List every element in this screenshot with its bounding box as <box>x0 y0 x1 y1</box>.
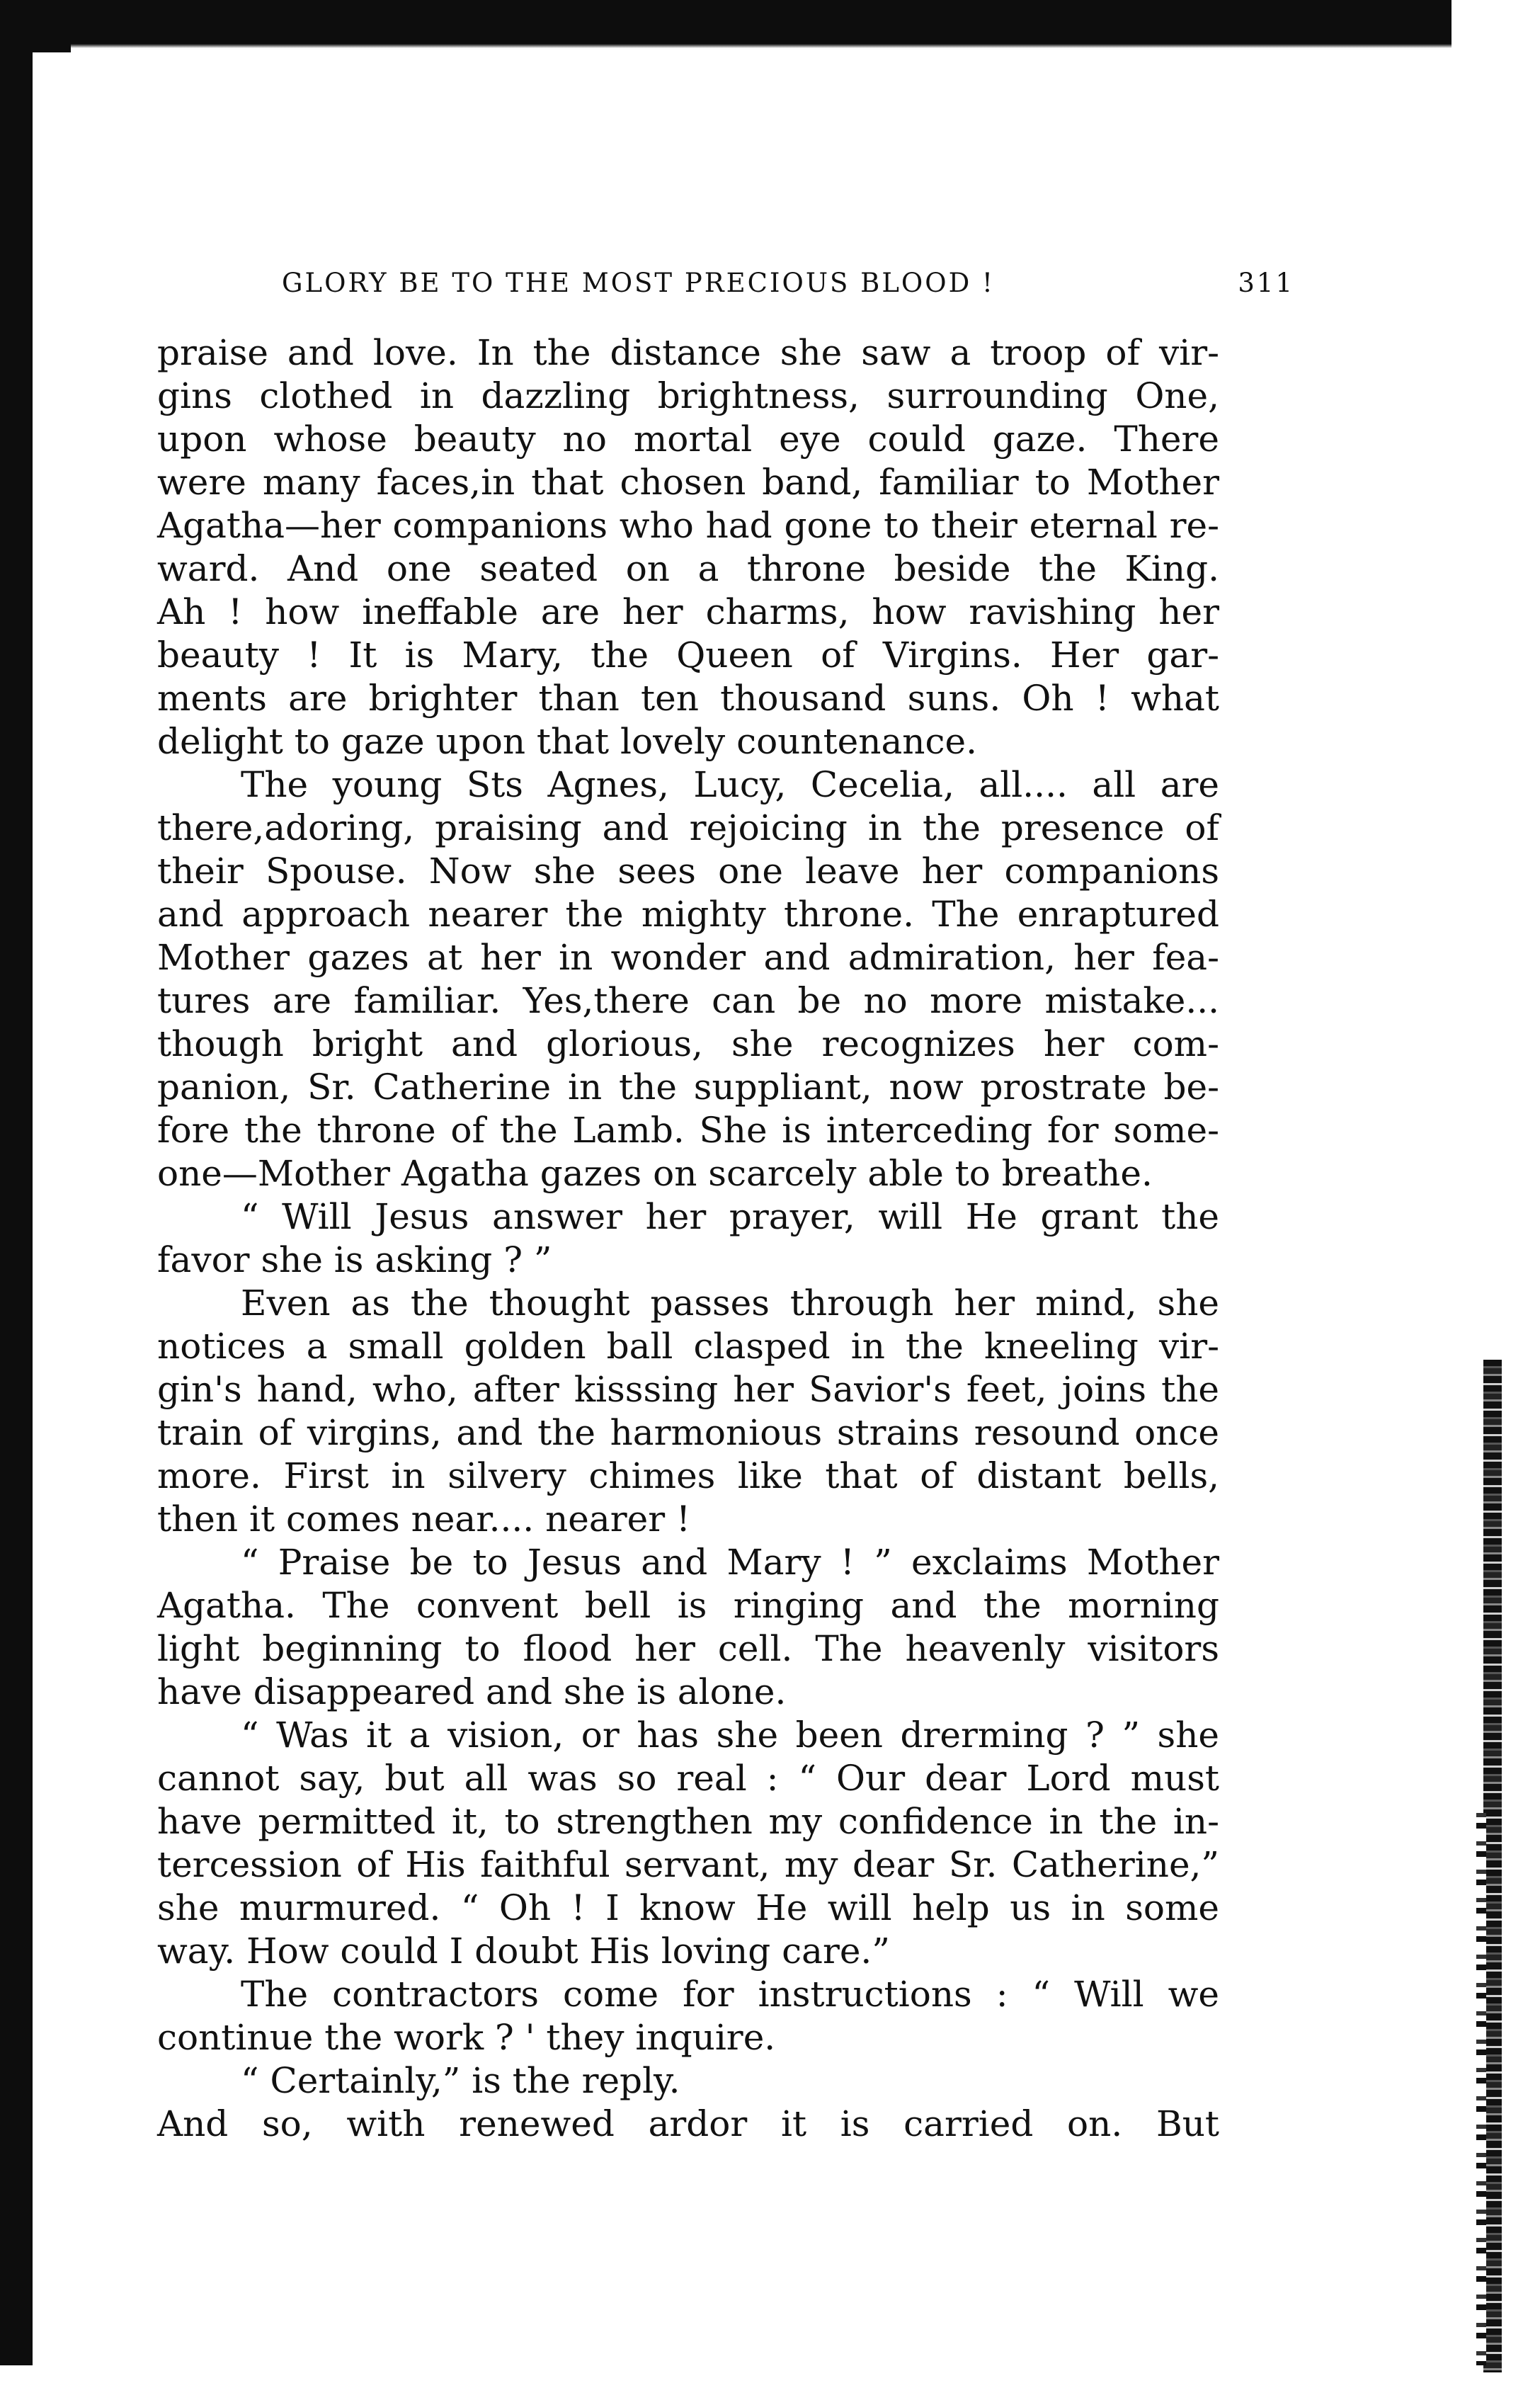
text-line: And so, with renewed ardor it is carried on. But <box>157 2103 1219 2144</box>
scan-border-right-inner <box>1476 1813 1486 2365</box>
text-line: more. First in silvery chimes like that of distant bells, <box>157 1455 1219 1496</box>
text-line: “ Certainly,” is the reply. <box>241 2060 680 2101</box>
text-line: notices a small golden ball clasped in the kneeling vir- <box>157 1326 1219 1367</box>
text-line: panion, Sr. Catherine in the suppliant, now prostrate be- <box>157 1067 1219 1108</box>
scan-border-left <box>0 42 33 2365</box>
text-line: Agatha—her companions who had gone to their eternal re- <box>157 505 1219 546</box>
text-line: “ Praise be to Jesus and Mary ! ” exclaims Mother <box>241 1542 1219 1583</box>
text-line: upon whose beauty no mortal eye could gaze. There <box>157 419 1219 460</box>
text-line: tercession of His faithful servant, my dear Sr. Catherine,” <box>157 1844 1219 1885</box>
text-line: then it comes near.... nearer ! <box>157 1499 691 1540</box>
text-line: have permitted it, to strengthen my confidence in the in- <box>157 1801 1219 1842</box>
text-line: continue the work ? ' they inquire. <box>157 2017 776 2058</box>
text-line: ments are brighter than ten thousand suns. Oh ! what <box>157 678 1219 719</box>
text-line: beauty ! It is Mary, the Queen of Virgins. Her gar- <box>157 635 1219 676</box>
text-line: their Spouse. Now she sees one leave her companions <box>157 851 1219 892</box>
text-line: light beginning to flood her cell. The heavenly visitors <box>157 1628 1219 1669</box>
text-line: train of virgins, and the harmonious strains resound once <box>157 1412 1219 1453</box>
text-line: were many faces,in that chosen band, familiar to Mother <box>157 462 1219 503</box>
text-line: gins clothed in dazzling brightness, surrounding One, <box>157 375 1219 416</box>
text-line: gin's hand, who, after kisssing her Savior's feet, joins the <box>157 1369 1219 1410</box>
text-line: ward. And one seated on a throne beside the King. <box>157 548 1219 589</box>
text-line: “ Will Jesus answer her prayer, will He grant the <box>241 1196 1219 1237</box>
text-line: Even as the thought passes through her mind, she <box>241 1283 1219 1324</box>
page-number: 311 <box>1238 268 1294 298</box>
text-line: “ Was it a vision, or has she been drerming ? ” she <box>241 1715 1219 1756</box>
text-line: and approach nearer the mighty throne. The enraptured <box>157 894 1219 935</box>
text-line: fore the throne of the Lamb. She is interceding for some- <box>157 1110 1219 1151</box>
text-line: Agatha. The convent bell is ringing and the morning <box>157 1585 1219 1626</box>
running-title: GLORY BE TO THE MOST PRECIOUS BLOOD ! <box>282 268 995 298</box>
text-line: one—Mother Agatha gazes on scarcely able to breathe. <box>157 1153 1153 1194</box>
text-line: The contractors come for instructions : “ Will we <box>241 1974 1219 2015</box>
text-line: there,adoring, praising and rejoicing in the presence of <box>157 807 1219 848</box>
text-line: The young Sts Agnes, Lucy, Cecelia, all.... all are <box>241 764 1219 805</box>
text-line: cannot say, but all was so real : “ Our dear Lord must <box>157 1758 1219 1799</box>
text-line: Ah ! how ineffable are her charms, how ravishing her <box>157 591 1219 632</box>
text-line: way. How could I doubt His loving care.” <box>157 1931 890 1972</box>
text-line: favor she is asking ? ” <box>157 1239 552 1280</box>
text-line: delight to gaze upon that lovely countenance. <box>157 721 977 762</box>
scan-border-top <box>0 0 1451 45</box>
scan-border-notch <box>0 42 71 52</box>
text-line: she murmured. “ Oh ! I know He will help us in some <box>157 1887 1219 1928</box>
text-line: have disappeared and she is alone. <box>157 1671 787 1712</box>
text-line: praise and love. In the distance she saw a troop of vir- <box>157 332 1219 373</box>
text-line: Mother gazes at her in wonder and admiration, her fea- <box>157 937 1219 978</box>
scan-border-top-edge <box>0 44 1451 48</box>
running-header <box>282 262 1294 305</box>
text-line: tures are familiar. Yes,there can be no more mistake... <box>157 980 1219 1021</box>
text-line: though bright and glorious, she recognizes her com- <box>157 1023 1219 1064</box>
body-text <box>157 331 1219 2146</box>
